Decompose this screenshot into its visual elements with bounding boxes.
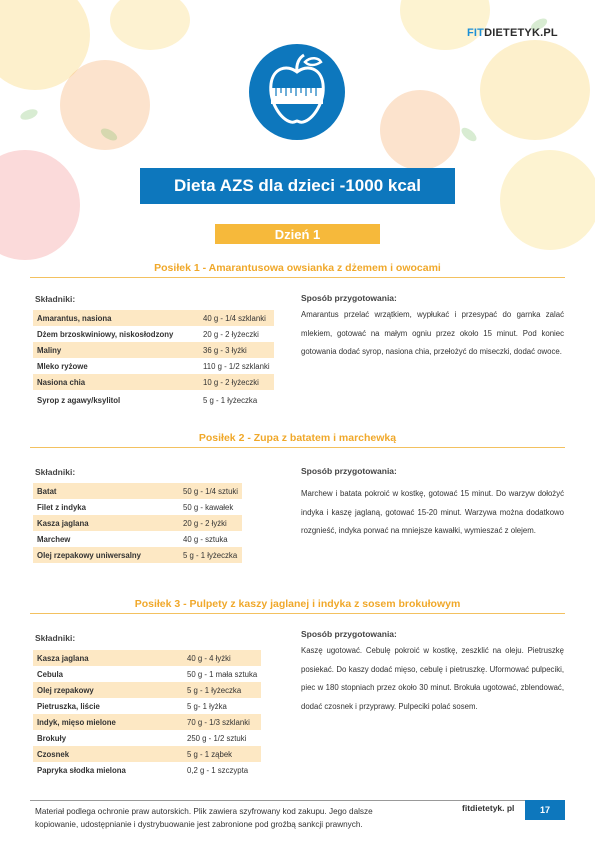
table-row <box>33 499 242 515</box>
ingredient-amount: 36 g - 3 łyżki <box>199 342 274 358</box>
ingredient-amount: 20 g - 2 łyżki <box>179 515 242 531</box>
table-row <box>33 390 274 410</box>
table-row <box>33 682 261 698</box>
brand-logo <box>467 27 558 39</box>
meal-2-ingredients-label: Składniki: <box>35 467 76 477</box>
table-row <box>33 310 274 326</box>
ingredient-amount: 0,2 g - 1 szczypta <box>187 765 249 775</box>
ingredient-name: Dżem brzoskwiniowy, niskosłodzony <box>37 329 174 339</box>
footer-divider <box>30 800 565 801</box>
ingredient-name: Olej rzepakowy <box>33 682 183 698</box>
meal-1-ingredients-label: Składniki: <box>35 294 76 304</box>
ingredient-name: Czosnek <box>33 746 183 762</box>
ingredient-amount: 10 g - 2 łyżeczki <box>199 374 274 390</box>
ingredient-amount: 110 g - 1/2 szklanki <box>203 361 270 371</box>
table-row <box>33 650 261 666</box>
footer-site: fitdietetyk. pl <box>462 803 515 813</box>
ingredient-name: Brokuły <box>37 733 67 743</box>
ingredient-amount: 5 g - 1 łyżeczka <box>179 547 242 563</box>
brand-dietetyk: DIETETYK <box>484 27 541 39</box>
meal-1-ingredients-table <box>33 310 274 410</box>
ingredient-amount: 5 g - 1 łyżeczka <box>203 395 258 405</box>
table-row <box>33 714 261 730</box>
ingredient-amount: 40 g - sztuka <box>183 534 228 544</box>
ingredient-name: Kasza jaglana <box>33 515 179 531</box>
apple-measuring-tape-icon <box>249 44 345 140</box>
ingredient-name: Amarantus, nasiona <box>33 310 199 326</box>
meal-3-preparation-text: Kaszę ugotować. Cebulę pokroić w kostkę, zeszklić na oleju. Pietruszkę posiekać. Do kaszy dodać mięso, cebulę i pietruszkę. Uformować pulpeciki, piec w 180 stopniach przez około 30 minut. Brokuła ugotować, zblendować, dodać czosnek i przyprawy. Pulpeciki polać sosem. <box>301 646 564 711</box>
ingredient-name: Marchew <box>37 534 71 544</box>
meal-1-preparation-text: Amarantus przelać wrzątkiem, wypłukać i przesypać do garnka zalać mlekiem, gotować na małym ogniu przez około 15 minut. Pod koniec gotowania dodać syrop, nasiona chia, przełożyć do miseczki, dodać owoce. <box>301 310 564 356</box>
copyright-notice: Materiał podlega ochronie praw autorskich. Plik zawiera szyfrowany kod zakupu. Jego dalsze kopiowanie, udostępnianie i dystrybuowanie jest zabronione pod groźbą sankcji prawnych. <box>35 807 373 829</box>
ingredient-name: Nasiona chia <box>33 374 199 390</box>
ingredient-amount: 5 g - 1 ząbek <box>183 746 261 762</box>
ingredient-name: Batat <box>33 483 179 499</box>
ingredient-amount: 5 g - 1 łyżeczka <box>183 682 261 698</box>
page-title: Dieta AZS dla dzieci -1000 kcal <box>140 168 455 204</box>
table-row <box>33 515 242 531</box>
meal-3-ingredients-table <box>33 650 261 778</box>
meal-2-preparation-text: Marchew i batata pokroić w kostkę, gotować 15 minut. Do warzyw dołożyć indyka i kaszę jaglaną, gotować 15-20 minut. Warzywa można dodatkowo rozgnieść, indyka porwać na mniejsze kawałki, wymieszać z olejem. <box>301 489 564 535</box>
meal-1-title: Posiłek 1 - Amarantusowa owsianka z dżemem i owocami <box>154 262 441 274</box>
table-row <box>33 342 274 358</box>
meal-1-divider <box>30 277 565 278</box>
table-row <box>33 483 242 499</box>
meal-2-preparation-label: Sposób przygotowania: <box>301 466 397 476</box>
ingredient-name: Kasza jaglana <box>33 650 183 666</box>
ingredient-name: Mleko ryżowe <box>37 361 88 371</box>
brand-pl: .PL <box>540 27 558 39</box>
meal-2-ingredients-table <box>33 483 242 563</box>
ingredient-amount: 5 g- 1 łyżka <box>187 701 227 711</box>
table-row <box>33 374 274 390</box>
ingredient-name: Olej rzepakowy uniwersalny <box>33 547 179 563</box>
meal-3-title: Posiłek 3 - Pulpety z kaszy jaglanej i indyka z sosem brokułowym <box>134 598 461 610</box>
ingredient-name: Maliny <box>33 342 199 358</box>
meal-2-title: Posiłek 2 - Zupa z batatem i marchewką <box>198 432 397 444</box>
meal-2-divider <box>30 447 565 448</box>
table-row <box>33 698 261 714</box>
table-row <box>33 762 261 778</box>
ingredient-amount: 250 g - 1/2 sztuki <box>187 733 247 743</box>
table-row <box>33 326 274 342</box>
ingredient-name: Filet z indyka <box>37 502 86 512</box>
day-label: Dzień 1 <box>215 224 380 244</box>
ingredient-amount: 20 g - 2 łyżeczki <box>203 329 259 339</box>
ingredient-amount: 70 g - 1/3 szklanki <box>183 714 261 730</box>
table-row <box>33 358 274 374</box>
ingredient-name: Cebula <box>37 669 63 679</box>
page-number: 17 <box>525 800 565 820</box>
table-row <box>33 746 261 762</box>
table-row <box>33 730 261 746</box>
ingredient-amount: 50 g - 1 mała sztuka <box>187 669 258 679</box>
meal-3-divider <box>30 613 565 614</box>
meal-1-preparation-label: Sposób przygotowania: <box>301 293 397 303</box>
table-row <box>33 547 242 563</box>
brand-fit: FIT <box>467 27 485 39</box>
table-row <box>33 531 242 547</box>
meal-3-ingredients-label: Składniki: <box>35 633 76 643</box>
ingredient-name: Pietruszka, liście <box>37 701 100 711</box>
ingredient-name: Papryka słodka mielona <box>37 765 126 775</box>
ingredient-name: Indyk, mięso mielone <box>33 714 183 730</box>
ingredient-amount: 40 g - 4 łyżki <box>183 650 261 666</box>
meal-3-preparation-label: Sposób przygotowania: <box>301 629 397 639</box>
ingredient-amount: 50 g - 1/4 sztuki <box>179 483 242 499</box>
ingredient-amount: 50 g - kawałek <box>183 502 234 512</box>
ingredient-amount: 40 g - 1/4 szklanki <box>199 310 274 326</box>
table-row <box>33 666 261 682</box>
ingredient-name: Syrop z agawy/ksylitol <box>37 395 121 405</box>
